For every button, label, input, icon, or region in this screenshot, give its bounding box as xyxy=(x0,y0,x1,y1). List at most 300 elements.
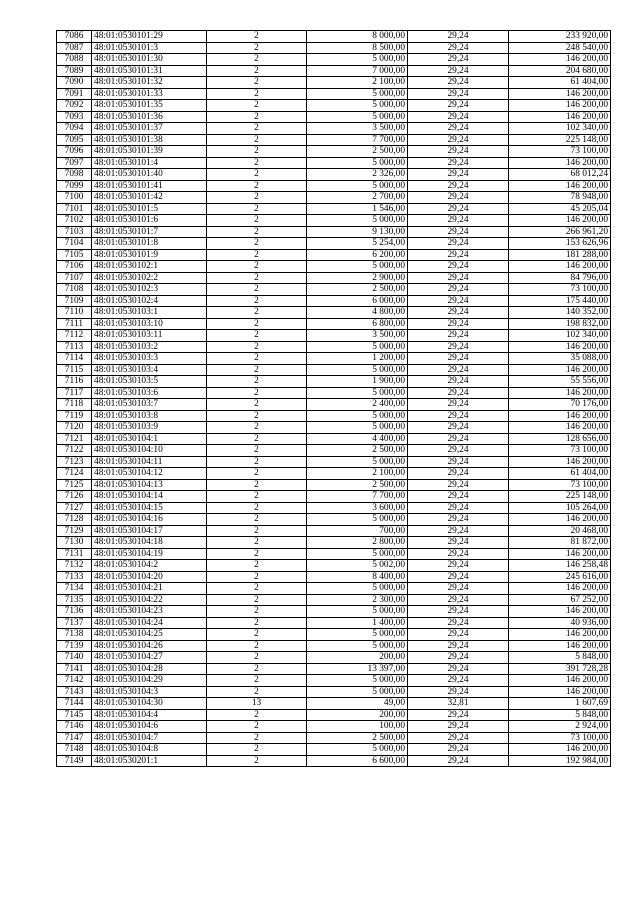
group-code-cell: 2 xyxy=(207,203,307,215)
area-cell: 2 500,00 xyxy=(307,284,408,296)
cadastral-value-table xyxy=(56,30,611,767)
area-cell: 1 546,00 xyxy=(307,203,408,215)
specific-value-cell: 29,24 xyxy=(408,525,509,537)
row-number-cell: 7147 xyxy=(57,732,92,744)
area-cell: 5 000,00 xyxy=(307,261,408,273)
group-code-cell: 2 xyxy=(207,744,307,756)
row-number-cell: 7122 xyxy=(57,445,92,457)
area-cell: 700,00 xyxy=(307,525,408,537)
cadastral-value-cell: 2 924,00 xyxy=(509,721,611,733)
specific-value-cell: 29,24 xyxy=(408,721,509,733)
group-code-cell: 2 xyxy=(207,410,307,422)
cadastral-value-cell: 105 264,00 xyxy=(509,502,611,514)
specific-value-cell: 29,24 xyxy=(408,134,509,146)
cadastral-value-cell: 146 200,00 xyxy=(509,606,611,618)
specific-value-cell: 29,24 xyxy=(408,307,509,319)
cadastral-value-cell: 146 200,00 xyxy=(509,744,611,756)
specific-value-cell: 29,24 xyxy=(408,295,509,307)
row-number-cell: 7114 xyxy=(57,353,92,365)
area-cell: 5 000,00 xyxy=(307,54,408,66)
area-cell: 5 002,00 xyxy=(307,560,408,572)
cadastral-number-cell: 48:01:0530101:36 xyxy=(92,111,207,123)
specific-value-cell: 29,24 xyxy=(408,675,509,687)
group-code-cell: 2 xyxy=(207,514,307,526)
group-code-cell: 2 xyxy=(207,88,307,100)
row-number-cell: 7148 xyxy=(57,744,92,756)
specific-value-cell: 29,24 xyxy=(408,387,509,399)
cadastral-number-cell: 48:01:0530101:42 xyxy=(92,192,207,204)
table-row xyxy=(57,606,611,618)
cadastral-value-cell: 40 936,00 xyxy=(509,617,611,629)
cadastral-value-cell: 35 088,00 xyxy=(509,353,611,365)
specific-value-cell: 29,24 xyxy=(408,560,509,572)
cadastral-number-cell: 48:01:0530104:17 xyxy=(92,525,207,537)
group-code-cell: 2 xyxy=(207,537,307,549)
cadastral-value-cell: 146 200,00 xyxy=(509,88,611,100)
area-cell: 7 700,00 xyxy=(307,491,408,503)
area-cell: 2 326,00 xyxy=(307,169,408,181)
cadastral-number-cell: 48:01:0530101:39 xyxy=(92,146,207,158)
group-code-cell: 2 xyxy=(207,307,307,319)
group-code-cell: 2 xyxy=(207,192,307,204)
table-row xyxy=(57,157,611,169)
cadastral-value-cell: 55 556,00 xyxy=(509,376,611,388)
specific-value-cell: 29,24 xyxy=(408,318,509,330)
specific-value-cell: 29,24 xyxy=(408,709,509,721)
table-row xyxy=(57,284,611,296)
specific-value-cell: 32,81 xyxy=(408,698,509,710)
table-row xyxy=(57,594,611,606)
cadastral-number-cell: 48:01:0530104:12 xyxy=(92,468,207,480)
table-row xyxy=(57,629,611,641)
group-code-cell: 2 xyxy=(207,594,307,606)
cadastral-value-cell: 5 848,00 xyxy=(509,652,611,664)
group-code-cell: 2 xyxy=(207,341,307,353)
cadastral-number-cell: 48:01:0530104:18 xyxy=(92,537,207,549)
cadastral-value-cell: 102 340,00 xyxy=(509,330,611,342)
cadastral-value-cell: 61 404,00 xyxy=(509,77,611,89)
row-number-cell: 7126 xyxy=(57,491,92,503)
table-row xyxy=(57,525,611,537)
row-number-cell: 7086 xyxy=(57,31,92,43)
cadastral-number-cell: 48:01:0530103:6 xyxy=(92,387,207,399)
table-row xyxy=(57,721,611,733)
area-cell: 6 600,00 xyxy=(307,755,408,767)
group-code-cell: 2 xyxy=(207,157,307,169)
specific-value-cell: 29,24 xyxy=(408,123,509,135)
area-cell: 5 000,00 xyxy=(307,456,408,468)
cadastral-number-cell: 48:01:0530104:2 xyxy=(92,560,207,572)
cadastral-number-cell: 48:01:0530101:41 xyxy=(92,180,207,192)
group-code-cell: 2 xyxy=(207,238,307,250)
group-code-cell: 2 xyxy=(207,42,307,54)
group-code-cell: 2 xyxy=(207,387,307,399)
cadastral-number-cell: 48:01:0530104:4 xyxy=(92,709,207,721)
specific-value-cell: 29,24 xyxy=(408,192,509,204)
cadastral-number-cell: 48:01:0530104:28 xyxy=(92,663,207,675)
specific-value-cell: 29,24 xyxy=(408,238,509,250)
specific-value-cell: 29,24 xyxy=(408,203,509,215)
area-cell: 2 700,00 xyxy=(307,192,408,204)
specific-value-cell: 29,24 xyxy=(408,157,509,169)
area-cell: 2 900,00 xyxy=(307,272,408,284)
specific-value-cell: 29,24 xyxy=(408,272,509,284)
group-code-cell: 2 xyxy=(207,226,307,238)
cadastral-number-cell: 48:01:0530101:6 xyxy=(92,215,207,227)
cadastral-number-cell: 48:01:0530101:40 xyxy=(92,169,207,181)
cadastral-value-cell: 61 404,00 xyxy=(509,468,611,480)
row-number-cell: 7133 xyxy=(57,571,92,583)
cadastral-value-cell: 233 920,00 xyxy=(509,31,611,43)
group-code-cell: 2 xyxy=(207,54,307,66)
area-cell: 13 397,00 xyxy=(307,663,408,675)
row-number-cell: 7104 xyxy=(57,238,92,250)
cadastral-number-cell: 48:01:0530101:38 xyxy=(92,134,207,146)
area-cell: 3 500,00 xyxy=(307,330,408,342)
cadastral-number-cell: 48:01:0530104:21 xyxy=(92,583,207,595)
group-code-cell: 2 xyxy=(207,284,307,296)
table-row xyxy=(57,744,611,756)
specific-value-cell: 29,24 xyxy=(408,479,509,491)
row-number-cell: 7092 xyxy=(57,100,92,112)
cadastral-value-cell: 146 200,00 xyxy=(509,629,611,641)
row-number-cell: 7105 xyxy=(57,249,92,261)
cadastral-number-cell: 48:01:0530101:32 xyxy=(92,77,207,89)
specific-value-cell: 29,24 xyxy=(408,284,509,296)
table-row xyxy=(57,65,611,77)
cadastral-number-cell: 48:01:0530101:8 xyxy=(92,238,207,250)
cadastral-value-cell: 1 607,69 xyxy=(509,698,611,710)
specific-value-cell: 29,24 xyxy=(408,629,509,641)
row-number-cell: 7088 xyxy=(57,54,92,66)
table-row xyxy=(57,422,611,434)
cadastral-number-cell: 48:01:0530101:5 xyxy=(92,203,207,215)
group-code-cell: 2 xyxy=(207,272,307,284)
group-code-cell: 2 xyxy=(207,686,307,698)
cadastral-number-cell: 48:01:0530102:4 xyxy=(92,295,207,307)
row-number-cell: 7140 xyxy=(57,652,92,664)
table-row xyxy=(57,215,611,227)
table-row xyxy=(57,77,611,89)
table-row xyxy=(57,88,611,100)
area-cell: 5 000,00 xyxy=(307,88,408,100)
cadastral-number-cell: 48:01:0530104:25 xyxy=(92,629,207,641)
specific-value-cell: 29,24 xyxy=(408,445,509,457)
table-row xyxy=(57,640,611,652)
table-row xyxy=(57,111,611,123)
cadastral-value-cell: 245 616,00 xyxy=(509,571,611,583)
specific-value-cell: 29,24 xyxy=(408,491,509,503)
table-row xyxy=(57,537,611,549)
table-row xyxy=(57,318,611,330)
area-cell: 8 000,00 xyxy=(307,31,408,43)
cadastral-value-cell: 225 148,00 xyxy=(509,491,611,503)
row-number-cell: 7125 xyxy=(57,479,92,491)
cadastral-value-cell: 73 100,00 xyxy=(509,445,611,457)
row-number-cell: 7096 xyxy=(57,146,92,158)
cadastral-number-cell: 48:01:0530101:9 xyxy=(92,249,207,261)
cadastral-number-cell: 48:01:0530103:10 xyxy=(92,318,207,330)
area-cell: 5 000,00 xyxy=(307,548,408,560)
cadastral-number-cell: 48:01:0530104:26 xyxy=(92,640,207,652)
row-number-cell: 7121 xyxy=(57,433,92,445)
group-code-cell: 2 xyxy=(207,502,307,514)
area-cell: 5 000,00 xyxy=(307,422,408,434)
cadastral-value-cell: 153 626,96 xyxy=(509,238,611,250)
cadastral-number-cell: 48:01:0530103:9 xyxy=(92,422,207,434)
cadastral-value-cell: 67 252,00 xyxy=(509,594,611,606)
cadastral-number-cell: 48:01:0530102:1 xyxy=(92,261,207,273)
cadastral-number-cell: 48:01:0530102:2 xyxy=(92,272,207,284)
specific-value-cell: 29,24 xyxy=(408,594,509,606)
group-code-cell: 2 xyxy=(207,560,307,572)
table-row xyxy=(57,364,611,376)
group-code-cell: 2 xyxy=(207,261,307,273)
table-row xyxy=(57,249,611,261)
cadastral-value-cell: 192 984,00 xyxy=(509,755,611,767)
specific-value-cell: 29,24 xyxy=(408,468,509,480)
cadastral-number-cell: 48:01:0530103:1 xyxy=(92,307,207,319)
group-code-cell: 2 xyxy=(207,652,307,664)
cadastral-value-cell: 146 200,00 xyxy=(509,387,611,399)
row-number-cell: 7138 xyxy=(57,629,92,641)
specific-value-cell: 29,24 xyxy=(408,502,509,514)
specific-value-cell: 29,24 xyxy=(408,111,509,123)
specific-value-cell: 29,24 xyxy=(408,353,509,365)
specific-value-cell: 29,24 xyxy=(408,399,509,411)
specific-value-cell: 29,24 xyxy=(408,606,509,618)
table-row xyxy=(57,755,611,767)
group-code-cell: 2 xyxy=(207,548,307,560)
group-code-cell: 2 xyxy=(207,445,307,457)
specific-value-cell: 29,24 xyxy=(408,376,509,388)
table-row xyxy=(57,445,611,457)
cadastral-value-cell: 225 148,00 xyxy=(509,134,611,146)
cadastral-number-cell: 48:01:0530102:3 xyxy=(92,284,207,296)
group-code-cell: 2 xyxy=(207,31,307,43)
table-row xyxy=(57,456,611,468)
row-number-cell: 7120 xyxy=(57,422,92,434)
area-cell: 5 000,00 xyxy=(307,410,408,422)
cadastral-value-cell: 181 288,00 xyxy=(509,249,611,261)
table-row xyxy=(57,675,611,687)
table-row xyxy=(57,146,611,158)
area-cell: 5 000,00 xyxy=(307,640,408,652)
specific-value-cell: 29,24 xyxy=(408,514,509,526)
cadastral-value-cell: 20 468,00 xyxy=(509,525,611,537)
row-number-cell: 7127 xyxy=(57,502,92,514)
table-row xyxy=(57,571,611,583)
group-code-cell: 2 xyxy=(207,376,307,388)
specific-value-cell: 29,24 xyxy=(408,364,509,376)
cadastral-value-cell: 198 832,00 xyxy=(509,318,611,330)
area-cell: 5 000,00 xyxy=(307,629,408,641)
row-number-cell: 7132 xyxy=(57,560,92,572)
cadastral-number-cell: 48:01:0530104:11 xyxy=(92,456,207,468)
area-cell: 8 500,00 xyxy=(307,42,408,54)
area-cell: 1 200,00 xyxy=(307,353,408,365)
cadastral-value-cell: 146 200,00 xyxy=(509,410,611,422)
cadastral-value-cell: 84 796,00 xyxy=(509,272,611,284)
area-cell: 200,00 xyxy=(307,709,408,721)
cadastral-value-cell: 146 200,00 xyxy=(509,157,611,169)
cadastral-value-cell: 45 205,04 xyxy=(509,203,611,215)
area-cell: 2 800,00 xyxy=(307,537,408,549)
cadastral-number-cell: 48:01:0530103:5 xyxy=(92,376,207,388)
cadastral-value-cell: 146 200,00 xyxy=(509,548,611,560)
row-number-cell: 7103 xyxy=(57,226,92,238)
cadastral-value-cell: 70 176,00 xyxy=(509,399,611,411)
area-cell: 5 254,00 xyxy=(307,238,408,250)
table-row xyxy=(57,42,611,54)
row-number-cell: 7087 xyxy=(57,42,92,54)
group-code-cell: 2 xyxy=(207,77,307,89)
group-code-cell: 2 xyxy=(207,629,307,641)
cadastral-value-cell: 146 200,00 xyxy=(509,364,611,376)
cadastral-number-cell: 48:01:0530101:35 xyxy=(92,100,207,112)
group-code-cell: 2 xyxy=(207,433,307,445)
cadastral-number-cell: 48:01:0530201:1 xyxy=(92,755,207,767)
row-number-cell: 7135 xyxy=(57,594,92,606)
group-code-cell: 2 xyxy=(207,123,307,135)
table-row xyxy=(57,698,611,710)
row-number-cell: 7128 xyxy=(57,514,92,526)
row-number-cell: 7089 xyxy=(57,65,92,77)
specific-value-cell: 29,24 xyxy=(408,548,509,560)
row-number-cell: 7136 xyxy=(57,606,92,618)
specific-value-cell: 29,24 xyxy=(408,261,509,273)
cadastral-value-cell: 248 540,00 xyxy=(509,42,611,54)
row-number-cell: 7110 xyxy=(57,307,92,319)
specific-value-cell: 29,24 xyxy=(408,744,509,756)
cadastral-value-cell: 146 200,00 xyxy=(509,180,611,192)
cadastral-value-cell: 140 352,00 xyxy=(509,307,611,319)
table-row xyxy=(57,261,611,273)
cadastral-value-cell: 146 200,00 xyxy=(509,675,611,687)
group-code-cell: 2 xyxy=(207,134,307,146)
cadastral-number-cell: 48:01:0530103:11 xyxy=(92,330,207,342)
table-row xyxy=(57,203,611,215)
specific-value-cell: 29,24 xyxy=(408,88,509,100)
table-body xyxy=(57,31,611,767)
table-row xyxy=(57,226,611,238)
row-number-cell: 7145 xyxy=(57,709,92,721)
table-row xyxy=(57,100,611,112)
row-number-cell: 7141 xyxy=(57,663,92,675)
specific-value-cell: 29,24 xyxy=(408,583,509,595)
area-cell: 100,00 xyxy=(307,721,408,733)
cadastral-value-cell: 73 100,00 xyxy=(509,479,611,491)
cadastral-number-cell: 48:01:0530104:7 xyxy=(92,732,207,744)
cadastral-number-cell: 48:01:0530103:2 xyxy=(92,341,207,353)
specific-value-cell: 29,24 xyxy=(408,617,509,629)
row-number-cell: 7129 xyxy=(57,525,92,537)
area-cell: 7 700,00 xyxy=(307,134,408,146)
cadastral-value-cell: 146 200,00 xyxy=(509,640,611,652)
group-code-cell: 2 xyxy=(207,422,307,434)
specific-value-cell: 29,24 xyxy=(408,410,509,422)
cadastral-number-cell: 48:01:0530101:37 xyxy=(92,123,207,135)
row-number-cell: 7095 xyxy=(57,134,92,146)
specific-value-cell: 29,24 xyxy=(408,146,509,158)
area-cell: 2 100,00 xyxy=(307,468,408,480)
cadastral-number-cell: 48:01:0530104:3 xyxy=(92,686,207,698)
group-code-cell: 2 xyxy=(207,755,307,767)
table-row xyxy=(57,709,611,721)
group-code-cell: 2 xyxy=(207,215,307,227)
row-number-cell: 7149 xyxy=(57,755,92,767)
group-code-cell: 2 xyxy=(207,732,307,744)
group-code-cell: 2 xyxy=(207,399,307,411)
group-code-cell: 2 xyxy=(207,249,307,261)
cadastral-value-cell: 204 680,00 xyxy=(509,65,611,77)
group-code-cell: 2 xyxy=(207,709,307,721)
cadastral-number-cell: 48:01:0530104:10 xyxy=(92,445,207,457)
specific-value-cell: 29,24 xyxy=(408,65,509,77)
specific-value-cell: 29,24 xyxy=(408,341,509,353)
table-row xyxy=(57,295,611,307)
specific-value-cell: 29,24 xyxy=(408,652,509,664)
cadastral-number-cell: 48:01:0530104:16 xyxy=(92,514,207,526)
group-code-cell: 2 xyxy=(207,318,307,330)
area-cell: 2 400,00 xyxy=(307,399,408,411)
group-code-cell: 2 xyxy=(207,571,307,583)
specific-value-cell: 29,24 xyxy=(408,422,509,434)
group-code-cell: 2 xyxy=(207,675,307,687)
cadastral-number-cell: 48:01:0530101:33 xyxy=(92,88,207,100)
cadastral-value-cell: 73 100,00 xyxy=(509,732,611,744)
table-row xyxy=(57,468,611,480)
area-cell: 5 000,00 xyxy=(307,606,408,618)
cadastral-number-cell: 48:01:0530104:13 xyxy=(92,479,207,491)
row-number-cell: 7124 xyxy=(57,468,92,480)
specific-value-cell: 29,24 xyxy=(408,640,509,652)
area-cell: 8 400,00 xyxy=(307,571,408,583)
cadastral-number-cell: 48:01:0530104:22 xyxy=(92,594,207,606)
group-code-cell: 2 xyxy=(207,169,307,181)
group-code-cell: 2 xyxy=(207,721,307,733)
cadastral-number-cell: 48:01:0530104:30 xyxy=(92,698,207,710)
cadastral-number-cell: 48:01:0530101:7 xyxy=(92,226,207,238)
table-row xyxy=(57,330,611,342)
specific-value-cell: 29,24 xyxy=(408,77,509,89)
table-row xyxy=(57,491,611,503)
table-row xyxy=(57,410,611,422)
cadastral-number-cell: 48:01:0530104:19 xyxy=(92,548,207,560)
group-code-cell: 2 xyxy=(207,583,307,595)
group-code-cell: 2 xyxy=(207,456,307,468)
cadastral-number-cell: 48:01:0530104:24 xyxy=(92,617,207,629)
row-number-cell: 7146 xyxy=(57,721,92,733)
cadastral-value-cell: 146 200,00 xyxy=(509,261,611,273)
table-row xyxy=(57,686,611,698)
specific-value-cell: 29,24 xyxy=(408,31,509,43)
area-cell: 5 000,00 xyxy=(307,514,408,526)
row-number-cell: 7100 xyxy=(57,192,92,204)
cadastral-number-cell: 48:01:0530103:8 xyxy=(92,410,207,422)
cadastral-number-cell: 48:01:0530104:15 xyxy=(92,502,207,514)
row-number-cell: 7094 xyxy=(57,123,92,135)
specific-value-cell: 29,24 xyxy=(408,249,509,261)
area-cell: 6 000,00 xyxy=(307,295,408,307)
cadastral-value-cell: 146 200,00 xyxy=(509,456,611,468)
group-code-cell: 2 xyxy=(207,180,307,192)
area-cell: 2 500,00 xyxy=(307,445,408,457)
cadastral-value-cell: 68 012,24 xyxy=(509,169,611,181)
cadastral-value-cell: 78 948,00 xyxy=(509,192,611,204)
row-number-cell: 7109 xyxy=(57,295,92,307)
group-code-cell: 2 xyxy=(207,100,307,112)
